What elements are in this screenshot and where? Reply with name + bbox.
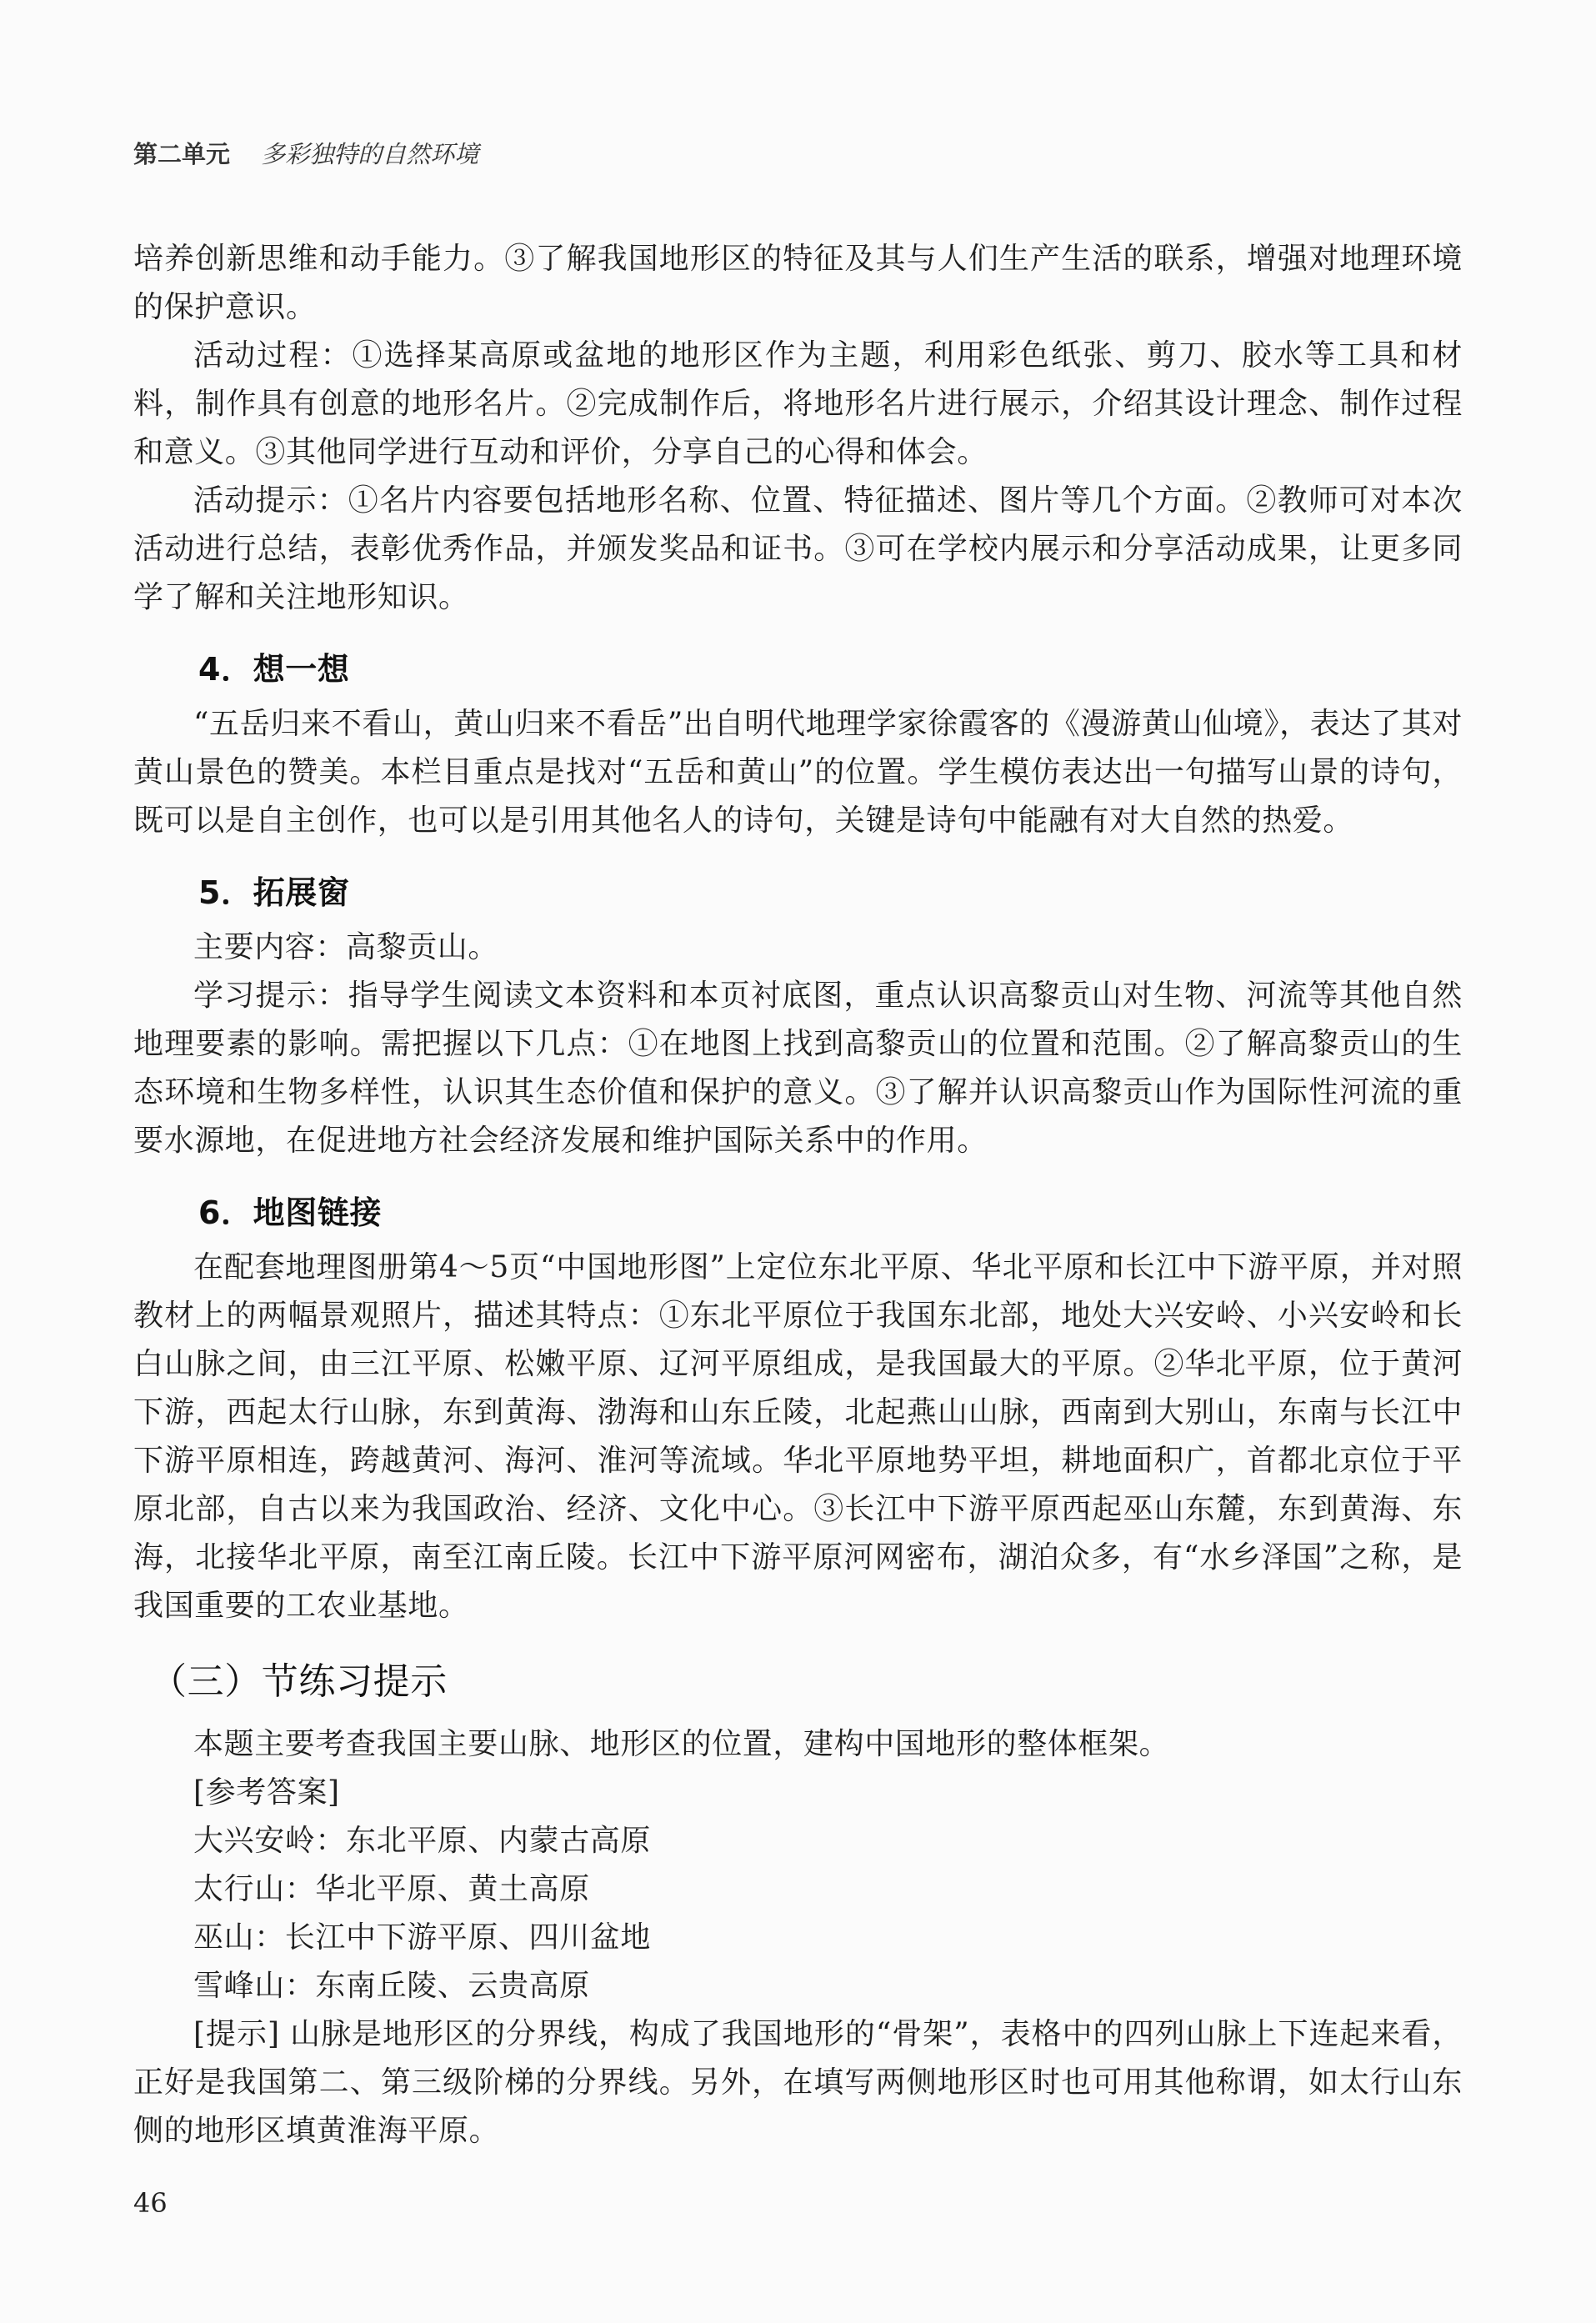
unit-title: 多彩独特的自然环境 bbox=[261, 140, 479, 168]
paragraph-main-content: 主要内容：高黎贡山。 bbox=[193, 930, 499, 964]
running-header bbox=[133, 136, 478, 170]
paragraph-think: “五岳归来不看山，黄山归来不看岳”出自明代地理学家徐霞客的《漫游黄山仙境》，表达了其对黄山景色的赞美。本栏目重点是找对“五岳和黄山”的位置。学生模仿表达出一句描写山景的诗句，既可以是自主创作，也可以是引用其他名人的诗句，关键是诗句中能融有对大自然的热爱。 bbox=[133, 707, 1463, 838]
answer-item: 太行山：华北平原、黄土高原 bbox=[193, 1872, 590, 1906]
answer-item: 雪峰山：东南丘陵、云贵高原 bbox=[193, 1969, 590, 2003]
paragraph-exercise-tip: [提示] 山脉是地形区的分界线，构成了我国地形的“骨架”，表格中的四列山脉上下连起来看，正好是我国第二、第三级阶梯的分界线。另外，在填写两侧地形区时也可用其他称谓，如太行山东侧的地形区填黄淮海平原。 bbox=[133, 2017, 1463, 2148]
paragraph-exercise-intro: 本题主要考查我国主要山脉、地形区的位置，建构中国地形的整体框架。 bbox=[193, 1727, 1170, 1761]
answer-label: [参考答案] bbox=[193, 1775, 340, 1810]
unit-label: 第二单元 bbox=[133, 140, 231, 168]
paragraph-continuation: 培养创新思维和动手能力。③了解我国地形区的特征及其与人们生产生活的联系，增强对地理环境的保护意识。 bbox=[133, 242, 1463, 324]
section-heading-think: 4．想一想 bbox=[198, 651, 350, 688]
paragraph-activity-process: 活动过程：①选择某高原或盆地的地形区作为主题，利用彩色纸张、剪刀、胶水等工具和材料，制作具有创意的地形名片。②完成制作后，将地形名片进行展示，介绍其设计理念、制作过程和意义。③其他同学进行互动和评价，分享自己的心得和体会。 bbox=[133, 338, 1463, 469]
paragraph-study-tips: 学习提示：指导学生阅读文本资料和本页衬底图，重点认识高黎贡山对生物、河流等其他自然地理要素的影响。需把握以下几点：①在地图上找到高黎贡山的位置和范围。②了解高黎贡山的生态环境和生物多样性，认识其生态价值和保护的意义。③了解并认识高黎贡山作为国际性河流的重要水源地，在促进地方社会经济发展和维护国际关系中的作用。 bbox=[133, 979, 1463, 1158]
section-heading-exercise: （三）节练习提示 bbox=[150, 1660, 448, 1703]
answer-item: 大兴安岭：东北平原、内蒙古高原 bbox=[193, 1824, 652, 1858]
section-heading-extension: 5．拓展窗 bbox=[198, 874, 350, 911]
page-body bbox=[133, 235, 1463, 2155]
section-heading-map-link: 6．地图链接 bbox=[198, 1194, 383, 1231]
answer-item: 巫山：长江中下游平原、四川盆地 bbox=[193, 1920, 652, 1955]
page-number: 46 bbox=[133, 2187, 168, 2219]
paragraph-map-link: 在配套地理图册第4～5页“中国地形图”上定位东北平原、华北平原和长江中下游平原，并对照教材上的两幅景观照片，描述其特点：①东北平原位于我国东北部，地处大兴安岭、小兴安岭和长白山脉之间，由三江平原、松嫩平原、辽河平原组成，是我国最大的平原。②华北平原，位于黄河下游，西起太行山脉，东到黄海、渤海和山东丘陵，北起燕山山脉，西南到大别山，东南与长江中下游平原相连，跨越黄河、海河、淮河等流域。华北平原地势平坦，耕地面积广，首都北京位于平原北部，自古以来为我国政治、经济、文化中心。③长江中下游平原西起巫山东麓，东到黄海、东海，北接华北平原，南至江南丘陵。长江中下游平原河网密布，湖泊众多，有“水乡泽国”之称，是我国重要的工农业基地。 bbox=[133, 1250, 1463, 1623]
paragraph-activity-tips: 活动提示：①名片内容要包括地形名称、位置、特征描述、图片等几个方面。②教师可对本次活动进行总结，表彰优秀作品，并颁发奖品和证书。③可在学校内展示和分享活动成果，让更多同学了解和关注地形知识。 bbox=[133, 483, 1463, 614]
